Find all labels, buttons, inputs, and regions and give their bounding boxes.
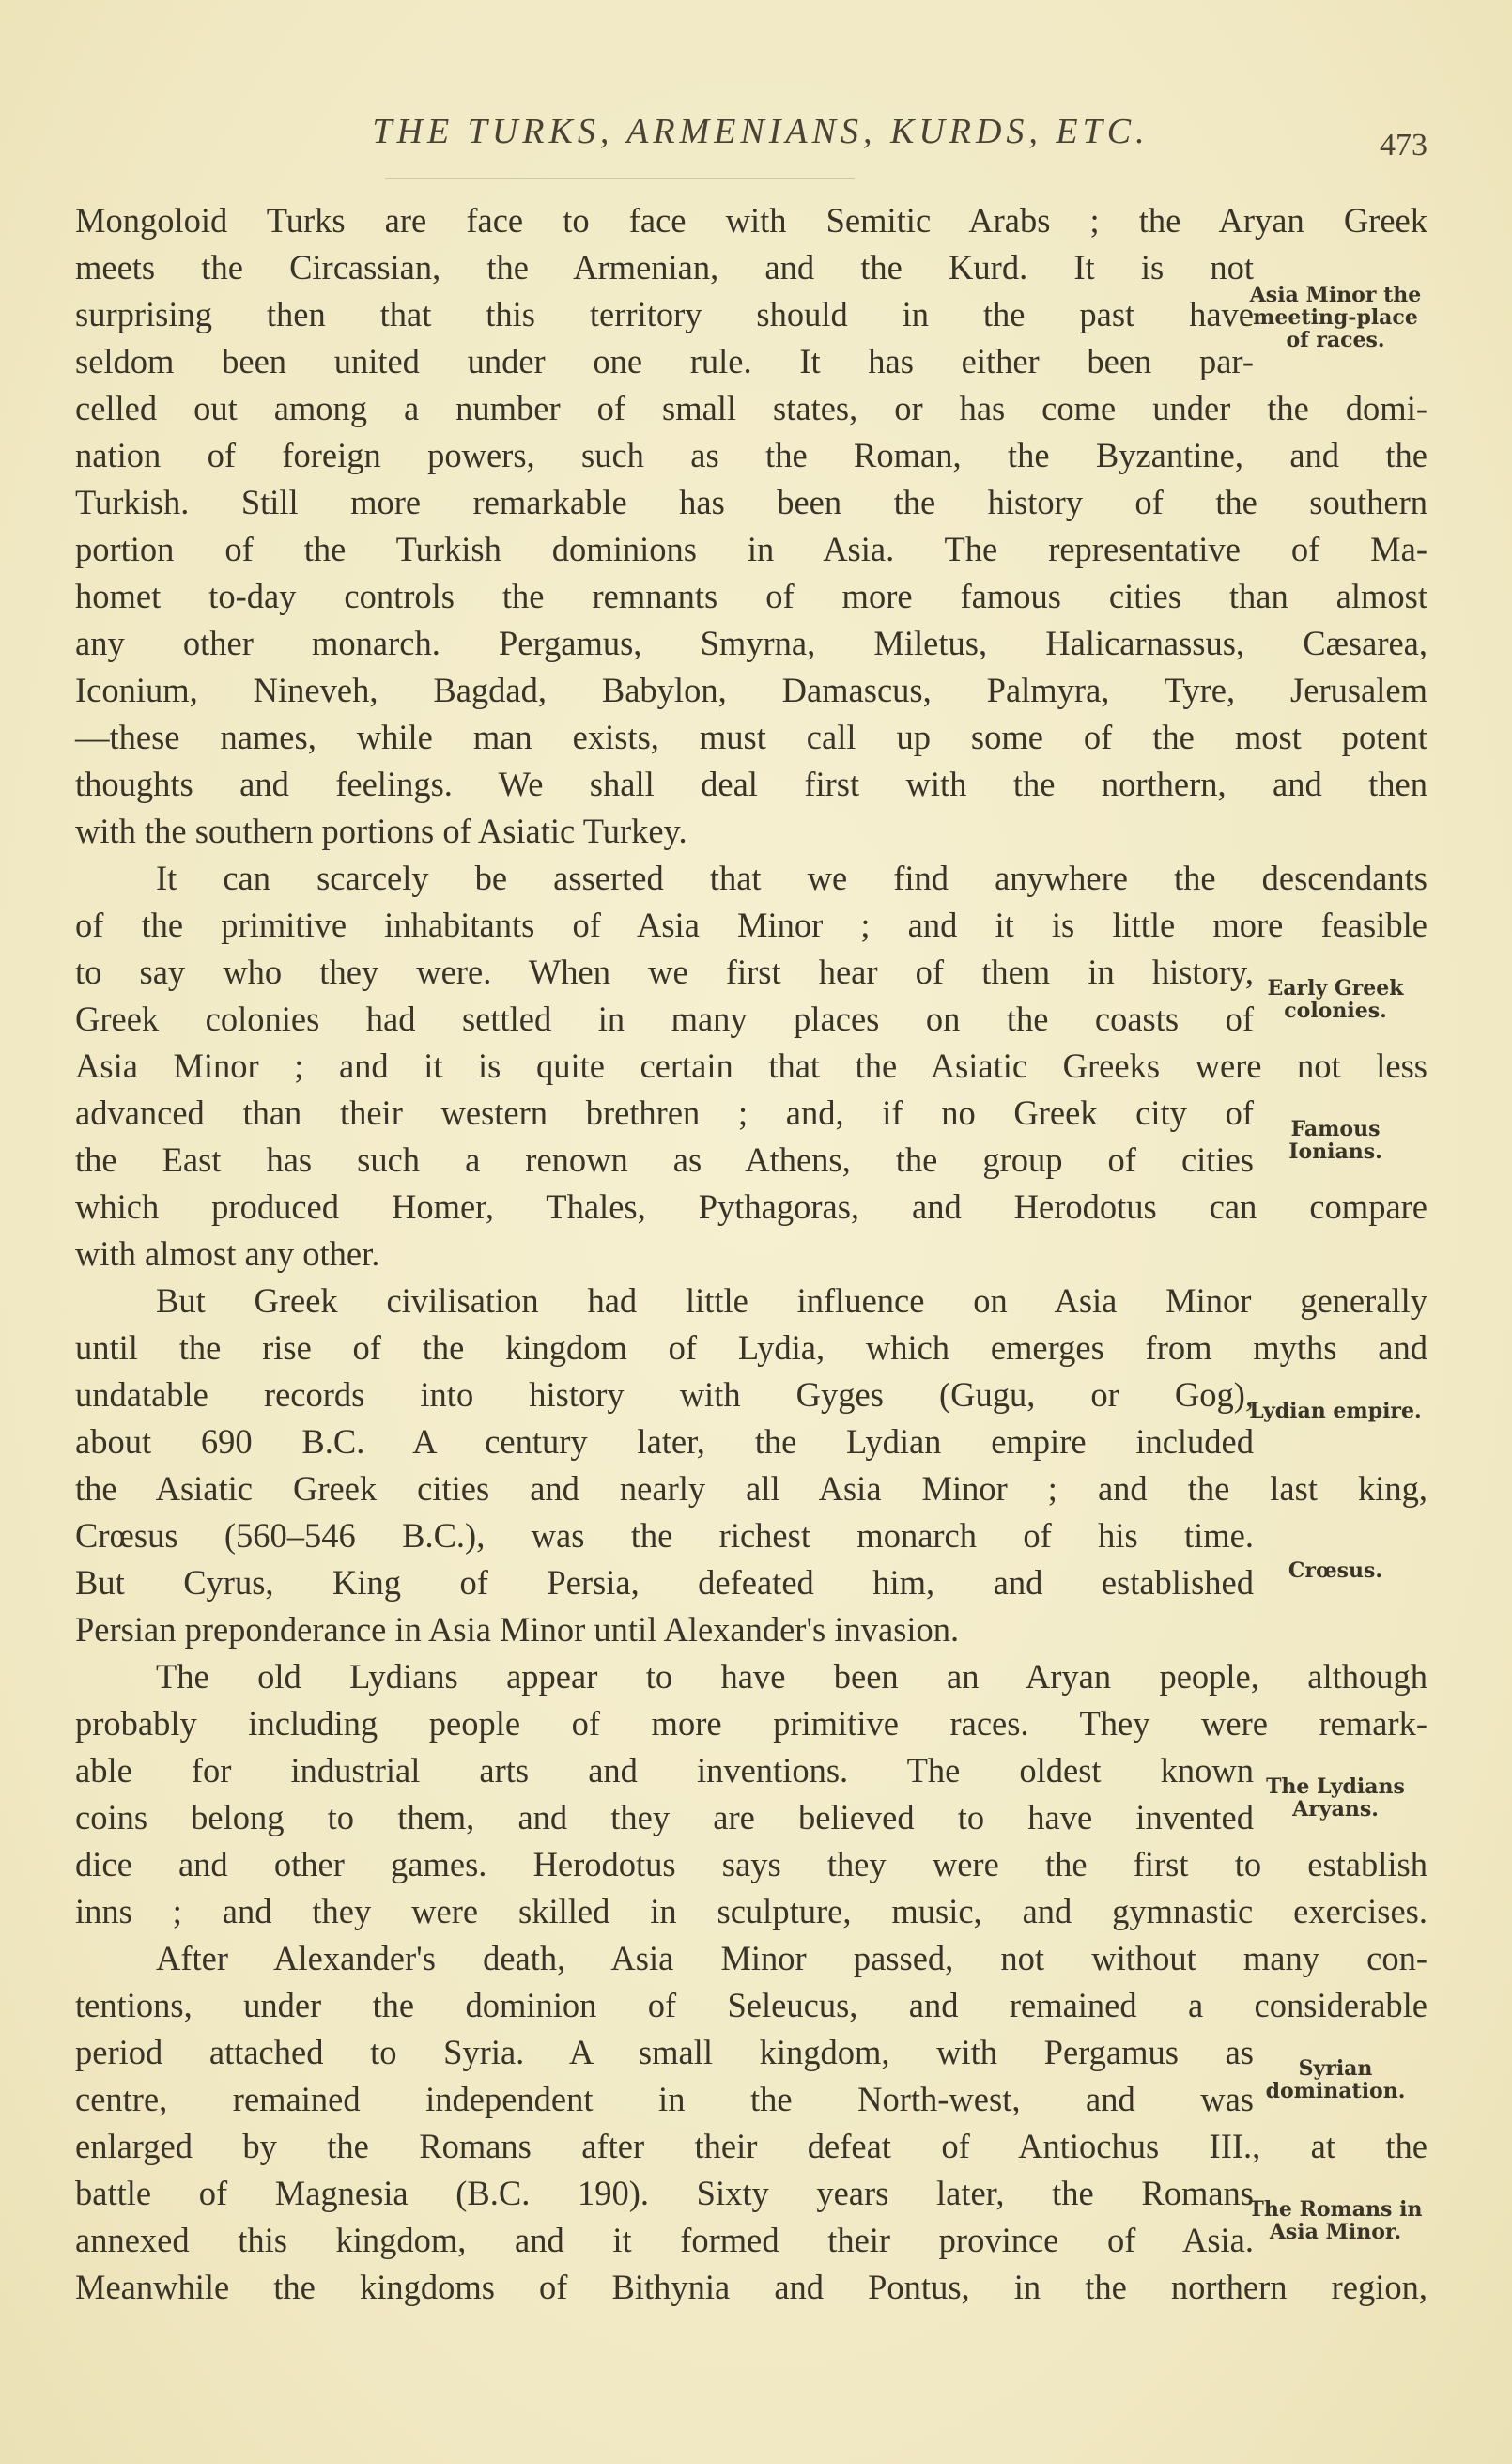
side-note: The Lydians Aryans. [1266,1774,1405,1821]
text-line: Iconium, Nineveh, Bagdad, Babylon, Damascus, Palmyra, Tyre, Jerusalem [75,671,1427,709]
text-line: nation of foreign powers, such as the Roman, the Byzantine, and the [75,436,1427,474]
text-line: battle of Magnesia (B.C. 190). Sixty years later, the Romans [75,2174,1254,2212]
text-line: dice and other games. Herodotus says they were the first to establish [75,1845,1427,1883]
text-line: portion of the Turkish dominions in Asia. The representative of Ma- [75,530,1427,568]
page-header [75,111,1427,186]
side-note: The Romans in Asia Minor. [1248,2197,1423,2244]
text-line: —these names, while man exists, must call up some of the most potent [75,718,1427,756]
text-line: tentions, under the dominion of Seleucus, and remained a considerable [75,1986,1427,2024]
text-line: Greek colonies had settled in many places on the coasts of [75,1000,1254,1038]
text-line: celled out among a number of small states, or has come under the domi- [75,389,1427,427]
text-line: Asia Minor ; and it is quite certain that the Asiatic Greeks were not less [75,1046,1427,1085]
text-line: coins belong to them, and they are believed to have invented [75,1798,1254,1836]
text-line: with almost any other. [75,1234,380,1273]
text-line: meets the Circassian, the Armenian, and the Kurd. It is not [75,248,1254,287]
text-line: surprising then that this territory should in the past have [75,295,1254,333]
text-line: thoughts and feelings. We shall deal first with the northern, and then [75,765,1427,803]
text-line: enlarged by the Romans after their defeat of Antiochus III., at the [75,2127,1427,2165]
text-line: undatable records into history with Gyges (Gugu, or Gog), [75,1375,1254,1414]
text-line: until the rise of the kingdom of Lydia, which emerges from myths and [75,1328,1427,1367]
text-line: advanced than their western brethren ; and, if no Greek city of [75,1093,1254,1132]
side-note: Crœsus. [1288,1558,1383,1583]
text-line: Persian preponderance in Asia Minor until Alexander's invasion. [75,1610,960,1649]
text-line: with the southern portions of Asiatic Turkey. [75,812,687,850]
text-line: After Alexander's death, Asia Minor passed, not without many con- [156,1939,1427,1977]
text-line: But Cyrus, King of Persia, defeated him, and established [75,1563,1254,1602]
text-line: period attached to Syria. A small kingdom, with Pergamus as [75,2033,1254,2071]
text-line: homet to-day controls the remnants of more famous cities than almost [75,577,1427,615]
text-line: The old Lydians appear to have been an Aryan people, although [156,1657,1427,1696]
side-note: Asia Minor the meeting-place of races. [1249,283,1422,352]
text-line: annexed this kingdom, and it formed their province of Asia. [75,2221,1254,2259]
text-line: to say who they were. When we first hear of them in history, [75,953,1254,991]
text-line: the East has such a renown as Athens, the group of cities [75,1140,1254,1179]
text-line: Crœsus (560–546 B.C.), was the richest monarch of his time. [75,1516,1254,1555]
text-line: probably including people of more primitive races. They were remark- [75,1704,1427,1743]
text-line: of the primitive inhabitants of Asia Minor ; and it is little more feasible [75,906,1427,944]
text-line: which produced Homer, Thales, Pythagoras, and Herodotus can compare [75,1187,1427,1226]
text-line: able for industrial arts and inventions. The oldest known [75,1751,1254,1790]
side-note: Early Greek colonies. [1267,976,1404,1023]
text-line: But Greek civilisation had little influence on Asia Minor generally [156,1281,1427,1320]
text-line: Turkish. Still more remarkable has been the history of the southern [75,483,1427,521]
text-line: inns ; and they were skilled in sculpture, music, and gymnastic exercises. [75,1892,1427,1930]
text-line: It can scarcely be asserted that we find anywhere the descendants [156,859,1427,897]
side-note: Famous Ionians. [1288,1117,1382,1164]
running-title: THE TURKS, ARMENIANS, KURDS, ETC. [372,112,1149,151]
side-note: Syrian domination. [1265,2056,1406,2103]
page-number: 473 [1380,128,1427,163]
text-line: seldom been united under one rule. It has either been par- [75,342,1254,380]
text-line: Meanwhile the kingdoms of Bithynia and Pontus, in the northern region, [75,2268,1427,2306]
text-line: any other monarch. Pergamus, Smyrna, Miletus, Halicarnassus, Cæsarea, [75,624,1427,662]
text-line: the Asiatic Greek cities and nearly all Asia Minor ; and the last king, [75,1469,1427,1508]
text-line: about 690 B.C. A century later, the Lydian empire included [75,1422,1254,1461]
text-line: centre, remained independent in the North-west, and was [75,2080,1254,2118]
side-note: Lydian empire. [1249,1399,1422,1423]
text-line: Mongoloid Turks are face to face with Semitic Arabs ; the Aryan Greek [75,201,1427,240]
header-rule [385,178,855,179]
